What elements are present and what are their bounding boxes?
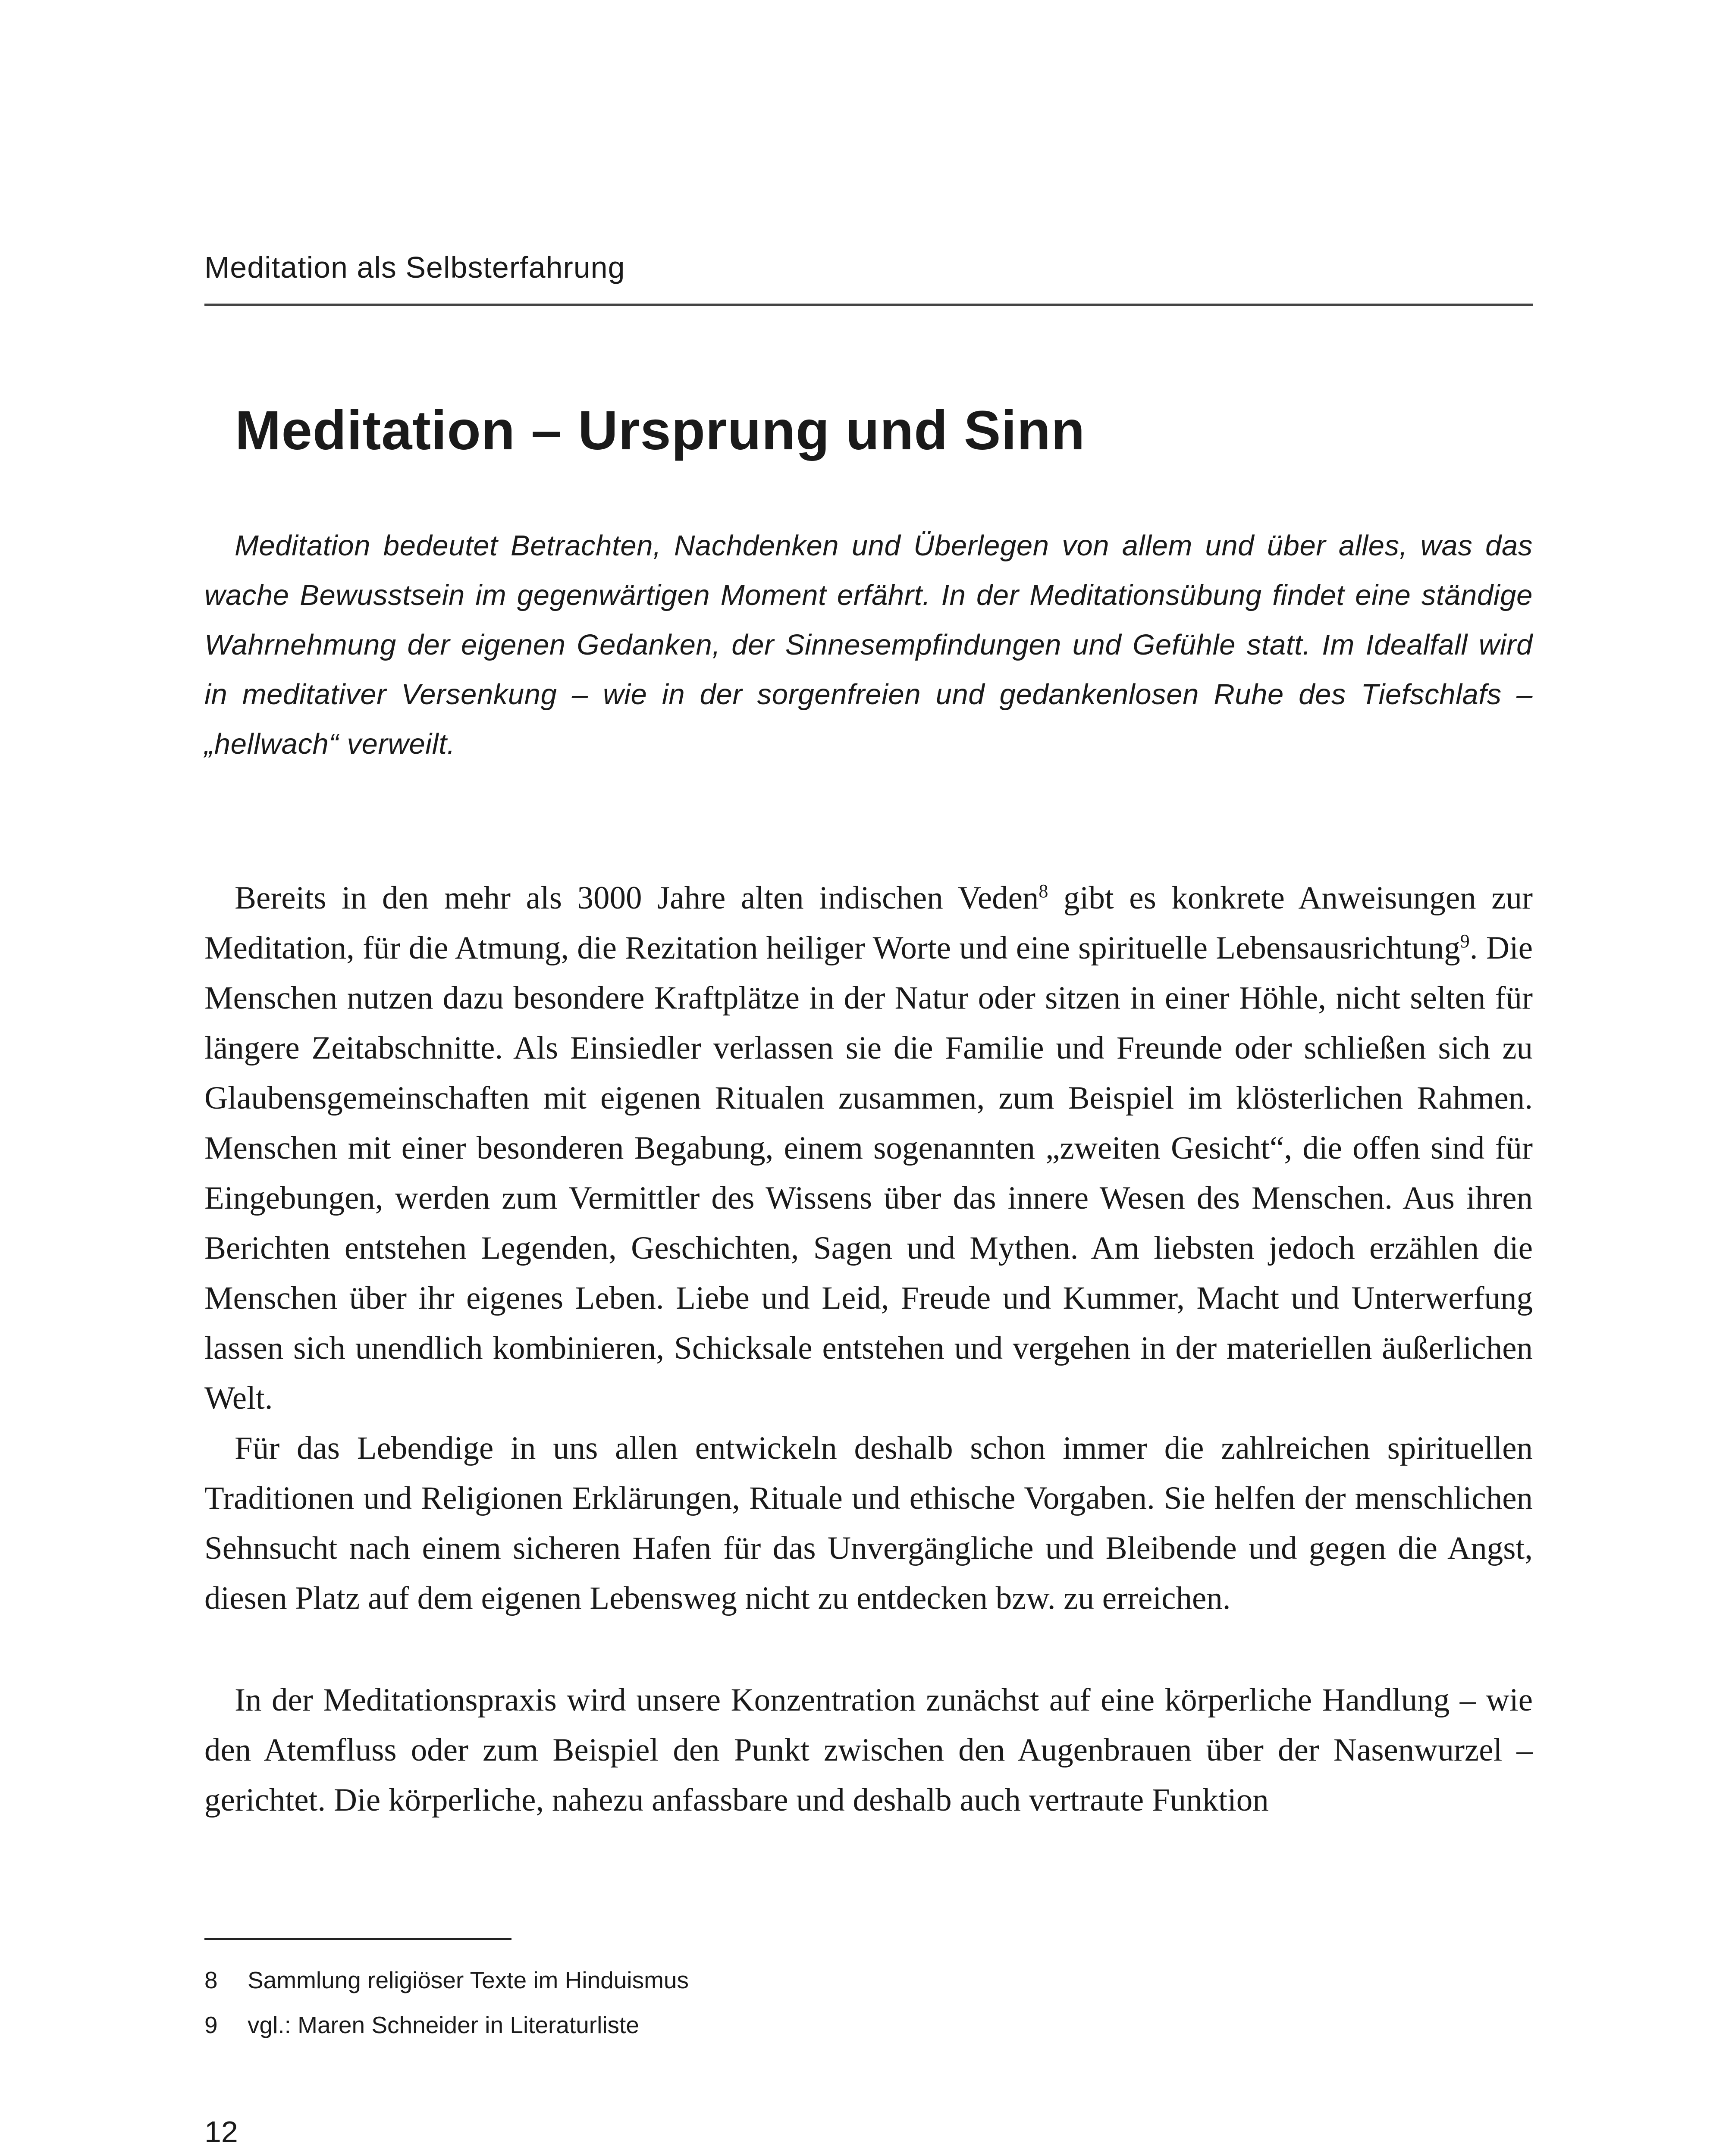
footnote-text: vgl.: Maren Schneider in Literaturliste — [248, 2012, 639, 2038]
footnote-number: 9 — [204, 2012, 218, 2038]
body-paragraph: In der Meditationspraxis wird unsere Konzentration zunächst auf eine körperliche Handlung – wie den Atemfluss oder zum Beispiel den Punkt zwischen den Augenbrauen über der Nasenwurzel – gerichtet. Die körperliche, nahezu anfassbare und deshalb auch vertraute Funktion — [204, 1682, 1533, 1818]
footnote — [204, 1958, 1533, 2002]
paragraph-text: gibt es konkrete Anweisungen zur Meditation, für die Atmung, die Rezitation heiliger Worte und eine spirituelle Lebensausrichtung — [204, 880, 1533, 966]
footnote — [204, 2002, 1533, 2047]
body-text-block — [204, 873, 1533, 1623]
body-paragraph: Für das Lebendige in uns allen entwickeln deshalb schon immer die zahlreichen spirituellen Traditionen und Religionen Erklärungen, Rituale und ethische Vorgaben. Sie helfen der menschlichen Sehnsucht nach einem sicheren Hafen für das Unvergängliche und Bleibende und gegen die Angst, diesen Platz auf dem eigenen Lebensweg nicht zu entdecken bzw. zu erreichen. — [204, 1430, 1533, 1616]
running-header: Meditation als Selbsterfahrung — [204, 251, 625, 284]
paragraph-text: Bereits in den mehr als 3000 Jahre alten indischen Veden — [235, 880, 1039, 916]
footnote-number: 8 — [204, 1967, 218, 1993]
footnote-text: Sammlung religiöser Texte im Hinduismus — [248, 1967, 689, 1993]
footnotes — [204, 1958, 1533, 2047]
page-number: 12 — [204, 2115, 238, 2149]
footnote-reference: 8 — [1039, 881, 1048, 902]
body-text-block — [204, 1675, 1533, 1825]
chapter-title: Meditation – Ursprung und Sinn — [235, 400, 1086, 461]
intro-paragraph: Meditation bedeutet Betrachten, Nachdenken und Überlegen von allem und über alles, was das wache Bewusstsein im gegenwärtigen Moment erfährt. In der Meditationsübung findet eine ständige Wahrnehmung der eigenen Gedanken, der Sinnesempfindungen und Gefühle statt. Im Idealfall wird in meditativer Versenkung – wie in der sorgenfreien und gedankenlosen Ruhe des Tiefschlafs – „hellwach“ verweilt. — [204, 530, 1533, 760]
body-paragraph — [204, 873, 1533, 1423]
paragraph-text: . Die Menschen nutzen dazu besondere Kraftplätze in der Natur oder sitzen in einer Höhle, nicht selten für längere Zeitabschnitte. Als Einsiedler verlassen sie die Familie und Freunde oder schließen sich zu Glaubensgemeinschaften mit eigenen Ritualen zusammen, zum Beispiel im klösterlichen Rahmen. Menschen mit einer besonderen Begabung, einem sogenannten „zweiten Gesicht“, die offen sind für Eingebungen, werden zum Vermittler des Wissens über das innere Wesen des Menschen. Aus ihren Berichten entstehen Legenden, Geschichten, Sagen und Mythen. Am liebsten jedoch erzählen die Menschen über ihr eigenes Leben. Liebe und Leid, Freude und Kummer, Macht und Unterwerfung lassen sich unendlich kombinieren, Schicksale entstehen und vergehen in der materiellen äußerlichen Welt. — [204, 930, 1533, 1416]
footnote-reference: 9 — [1460, 931, 1470, 952]
header-rule — [204, 304, 1533, 306]
footnote-rule — [204, 1938, 511, 1940]
